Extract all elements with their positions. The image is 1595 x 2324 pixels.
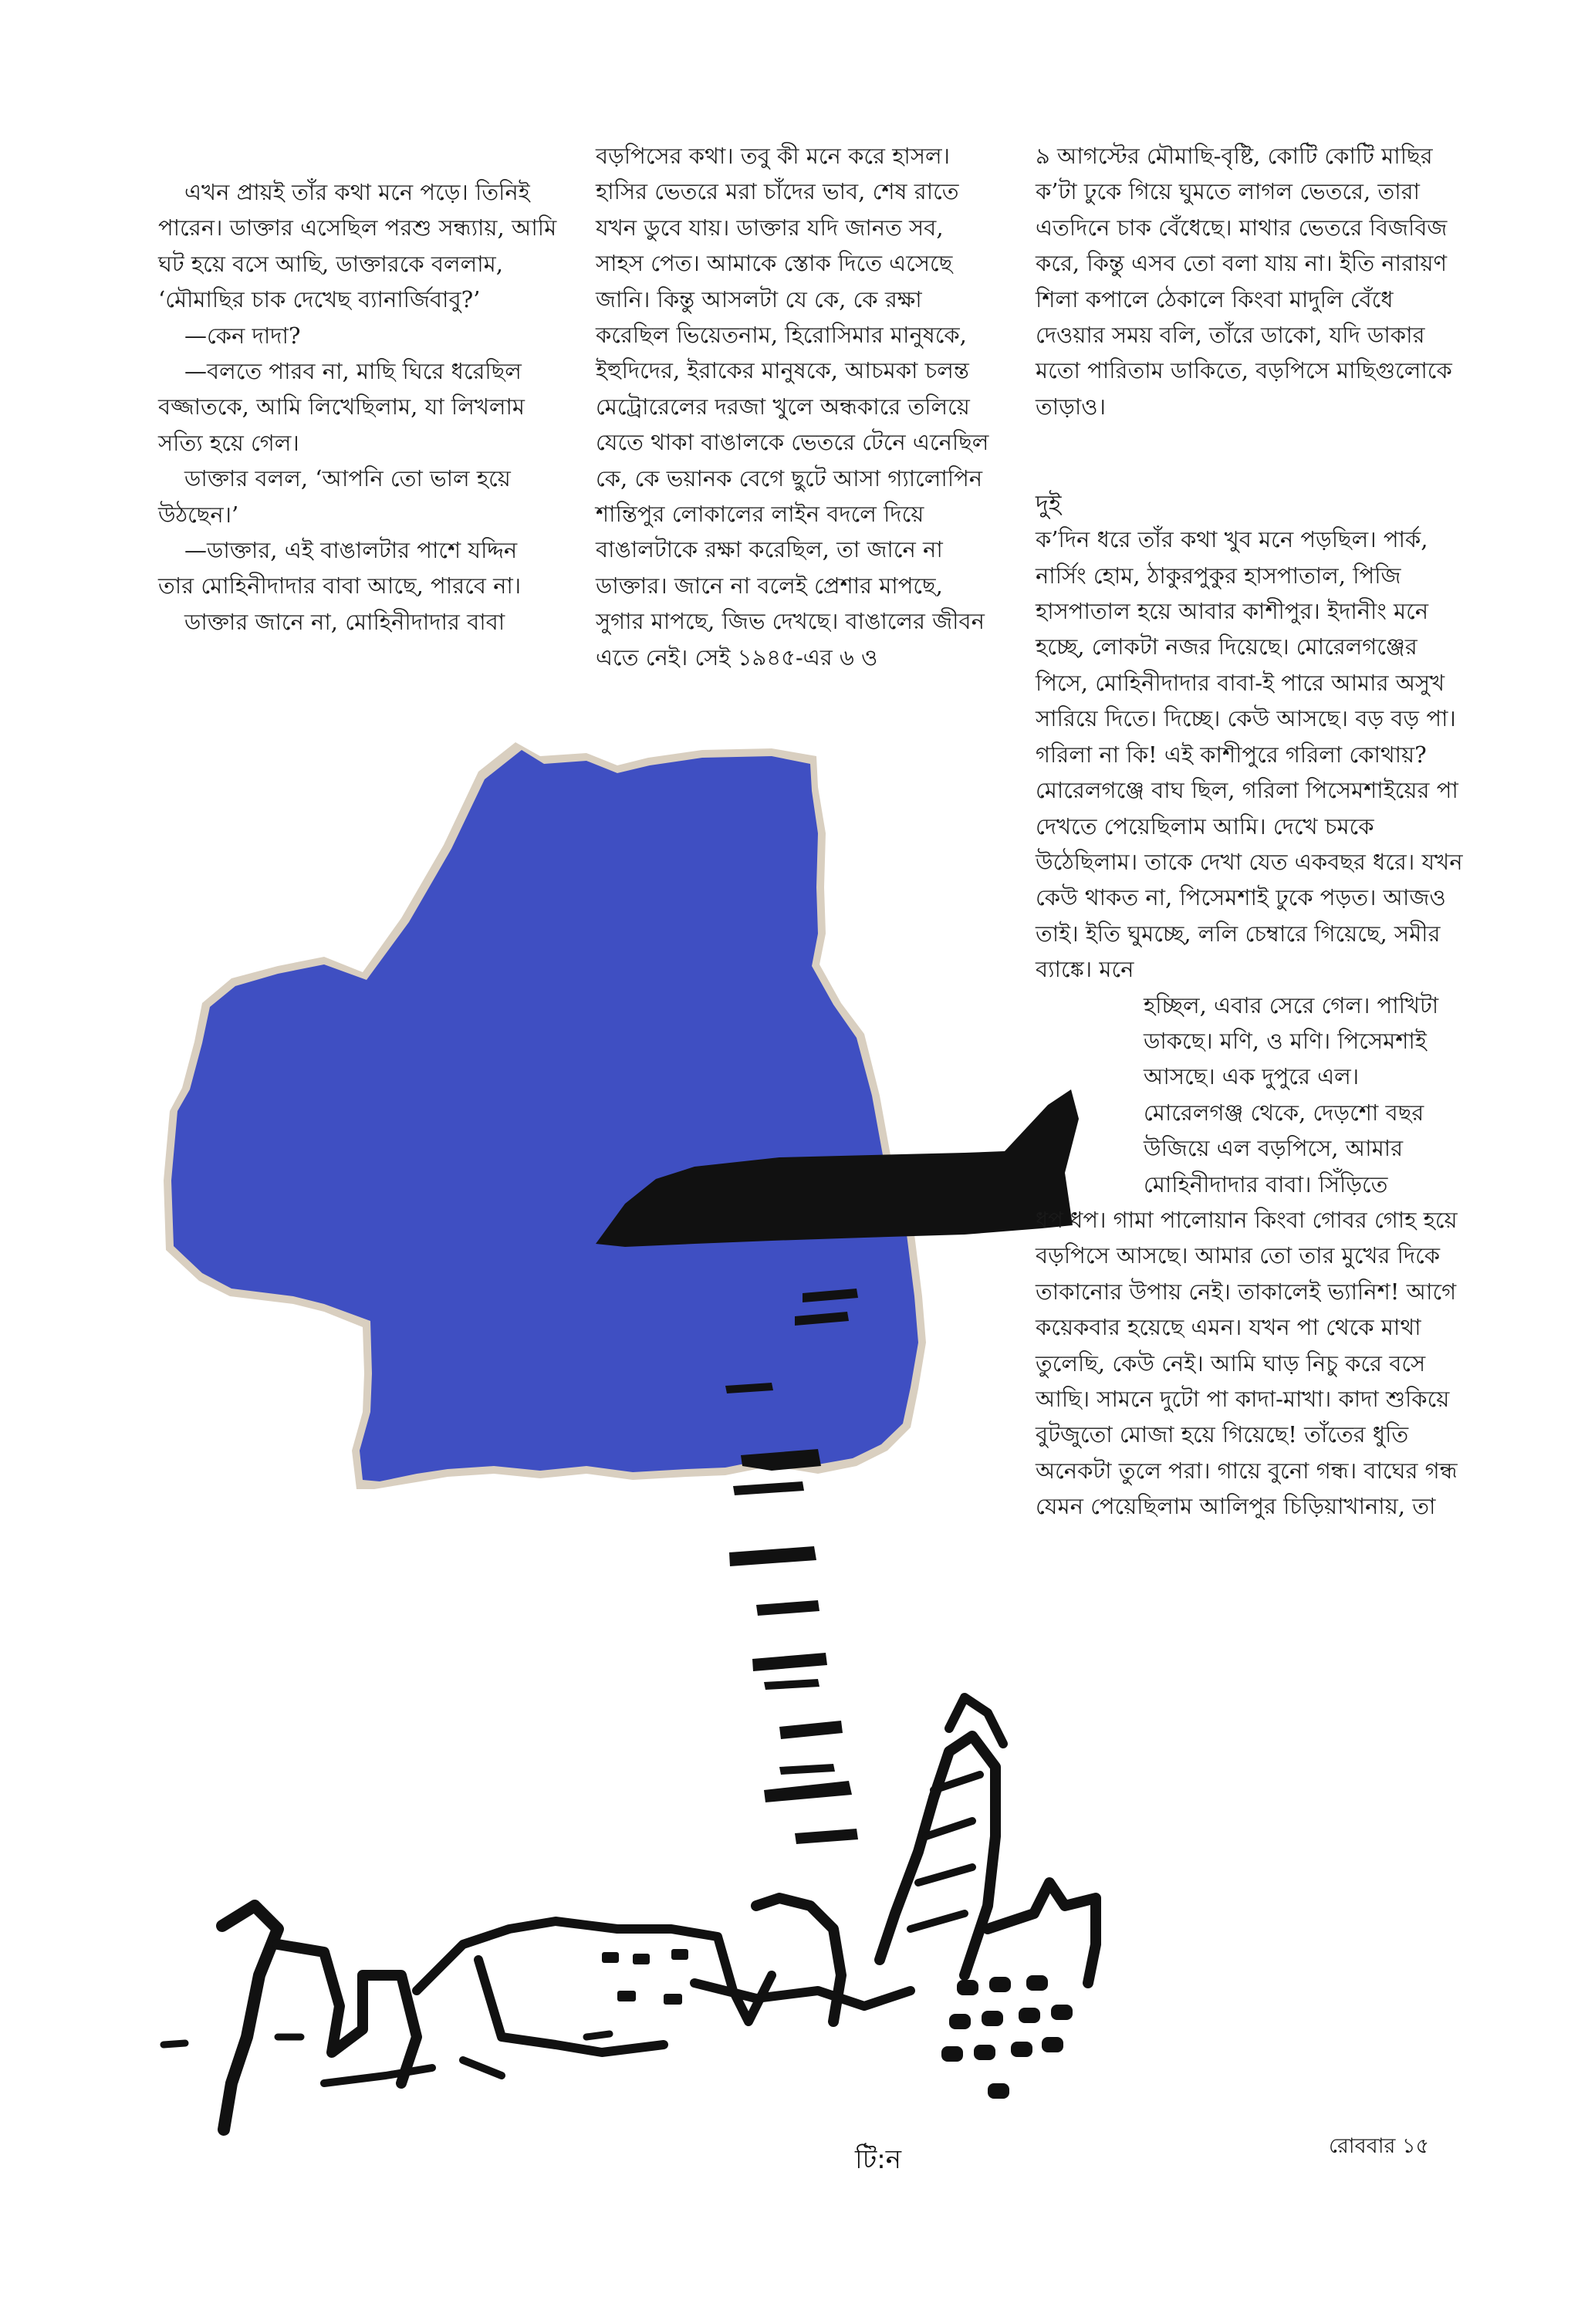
page-folio: রোববার ১৫ bbox=[1329, 2134, 1429, 2158]
text-column-left bbox=[158, 174, 559, 640]
torn-blue-paper bbox=[171, 750, 918, 1481]
paragraph: —ডাক্তার, এই বাঙালটার পাশে যদ্দিন তার মোহিনীদাদার বাবা আছে, পারবে না। bbox=[158, 537, 522, 600]
city-skyline-drawing bbox=[164, 1697, 1096, 2130]
paragraph: ধপ ধপ। গামা পালোয়ান কিংবা গোবর গোহ হয়ে বড়পিসে আসছে। আমার তো তার মুখের দিকে তাকানোর উপায় নেই। তাকালেই ভ্যানিশ! আগে কয়েকবার হয়েছে এমন। যখন পা থেকে মাথা তুলেছি, কেউ নেই। আমি ঘাড় নিচু করে বসে আছি। সামনে দুটো পা কাদা-মাখা। কাদা শুকিয়ে বুটজুতো মোজা হয়ে গিয়েছে! তাঁতের ধুতি অনেকটা তুলে পরা। গায়ে বুনো গন্ধ। বাঘের গন্ধ যেমন পেয়েছিলাম আলিপুর চিড়িয়াখানায়, তা bbox=[1036, 1206, 1458, 1520]
artist-signature-text: টি:ন bbox=[855, 2144, 902, 2175]
paragraph: ডাক্তার জানে না, মোহিনীদাদার বাবা bbox=[184, 608, 505, 635]
paragraph: ৯ আগস্টের মৌমাছি-বৃষ্টি, কোটি কোটি মাছির ক’টা ঢুকে গিয়ে ঘুমতে লাগল ভেতরে, তারা এতদিনে চাক বেঁধেছে। মাথার ভেতরে বিজবিজ করে, কিন্তু এসব তো বলা যায় না। ইতি নারায়ণ শিলা কপালে ঠেকালে কিংবা মাদুলি বেঁধে দেওয়ার সময় বলি, তাঁরে ডাকো, যদি ডাকার মতো পারিতাম ডাকিতে, বড়পিসে মাছিগুলোকে তাড়াও। bbox=[1036, 143, 1452, 420]
paragraph-indented: হচ্ছিল, এবার সেরে গেল। পাখিটা ডাকছে। মণি, ও মণি। পিসেমশাই আসছে। এক দুপুরে এল। মোরেলগঞ্জ থেকে, দেড়শো বছর উজিয়ে এল বড়পিসে, আমার মোহিনীদাদার বাবা। সিঁড়িতে bbox=[1144, 991, 1439, 1197]
paragraph: এখন প্রায়ই তাঁর কথা মনে পড়ে। তিনিই পারেন। ডাক্তার এসেছিল পরশু সন্ধ্যায়, আমি ঘট হয়ে বসে আছি, ডাক্তারকে বললাম, ‘মৌমাছির চাক দেখেছ ব্যানার্জিবাবু?’ bbox=[158, 179, 557, 313]
paragraph: ক’দিন ধরে তাঁর কথা খুব মনে পড়ছিল। পার্ক, নার্সিং হোম, ঠাকুরপুকুর হাসপাতাল, পিজি হাসপাতাল হয়ে আবার কাশীপুর। ইদানীং মনে হচ্ছে, লোকটা নজর দিয়েছে। মোরেলগঞ্জের পিসে, মোহিনীদাদার বাবা-ই পারে আমার অসুখ সারিয়ে দিতে। দিচ্ছে। কেউ আসছে। বড় বড় পা। গরিলা না কি! এই কাশীপুরে গরিলা কোথায়? মোরেলগঞ্জে বাঘ ছিল, গরিলা পিসেমশাইয়ের পা দেখতে পেয়েছিলাম আমি। দেখে চমকে উঠেছিলাম। তাকে দেখা যেত একবছর ধরে। যখন কেউ থাকত না, পিসেমশাই ঢুকে পড়ত। আজও তাই। ইতি ঘুমচ্ছে, ললি চেম্বারে গিয়েছে, সমীর ব্যাঙ্কে। মনে bbox=[1036, 526, 1463, 983]
paragraph: বড়পিসের কথা। তবু কী মনে করে হাসল। হাসির ভেতরে মরা চাঁদের ভাব, শেষ রাতে যখন ডুবে যায়। ডাক্তার যদি জানত সব, সাহস পেত। আমাকে স্তোক দিতে এসেছে জানি। কিন্তু আসলটা যে কে, কে রক্ষা করেছিল ভিয়েতনাম, হিরোসিমার মানুষকে, ইহুদিদের, ইরাকের মানুষকে, আচমকা চলন্ত মেট্রোরেলের দরজা খুলে অন্ধকারে তলিয়ে যেতে থাকা বাঙালকে ভেতরে টেনে এনেছিল কে, কে ভয়ানক বেগে ছুটে আসা গ্যালোপিন শান্তিপুর লোকালের লাইন বদলে দিয়ে বাঙালটাকে রক্ষা করেছিল, তা জানে না ডাক্তার। জানে না বলেই প্রেশার মাপছে, সুগার মাপছে, জিভ দেখছে। বাঙালের জীবন এতে নেই। সেই ১৯৪৫-এর ৬ ও bbox=[596, 143, 989, 671]
text-column-middle bbox=[596, 138, 997, 675]
paragraph: —কেন দাদা? bbox=[184, 322, 301, 349]
artist-signature bbox=[854, 2143, 902, 2175]
text-column-right bbox=[1036, 138, 1464, 1525]
section-heading: দুই bbox=[1036, 489, 1062, 519]
paragraph: —বলতে পারব না, মাছি ঘিরে ধরেছিল বজ্জাতকে, আমি লিখেছিলাম, যা লিখলাম সত্যি হয়ে গেল। bbox=[158, 358, 525, 456]
paragraph: ডাক্তার বলল, ‘আপনি তো ভাল হয়ে উঠছেন।’ bbox=[158, 465, 511, 528]
